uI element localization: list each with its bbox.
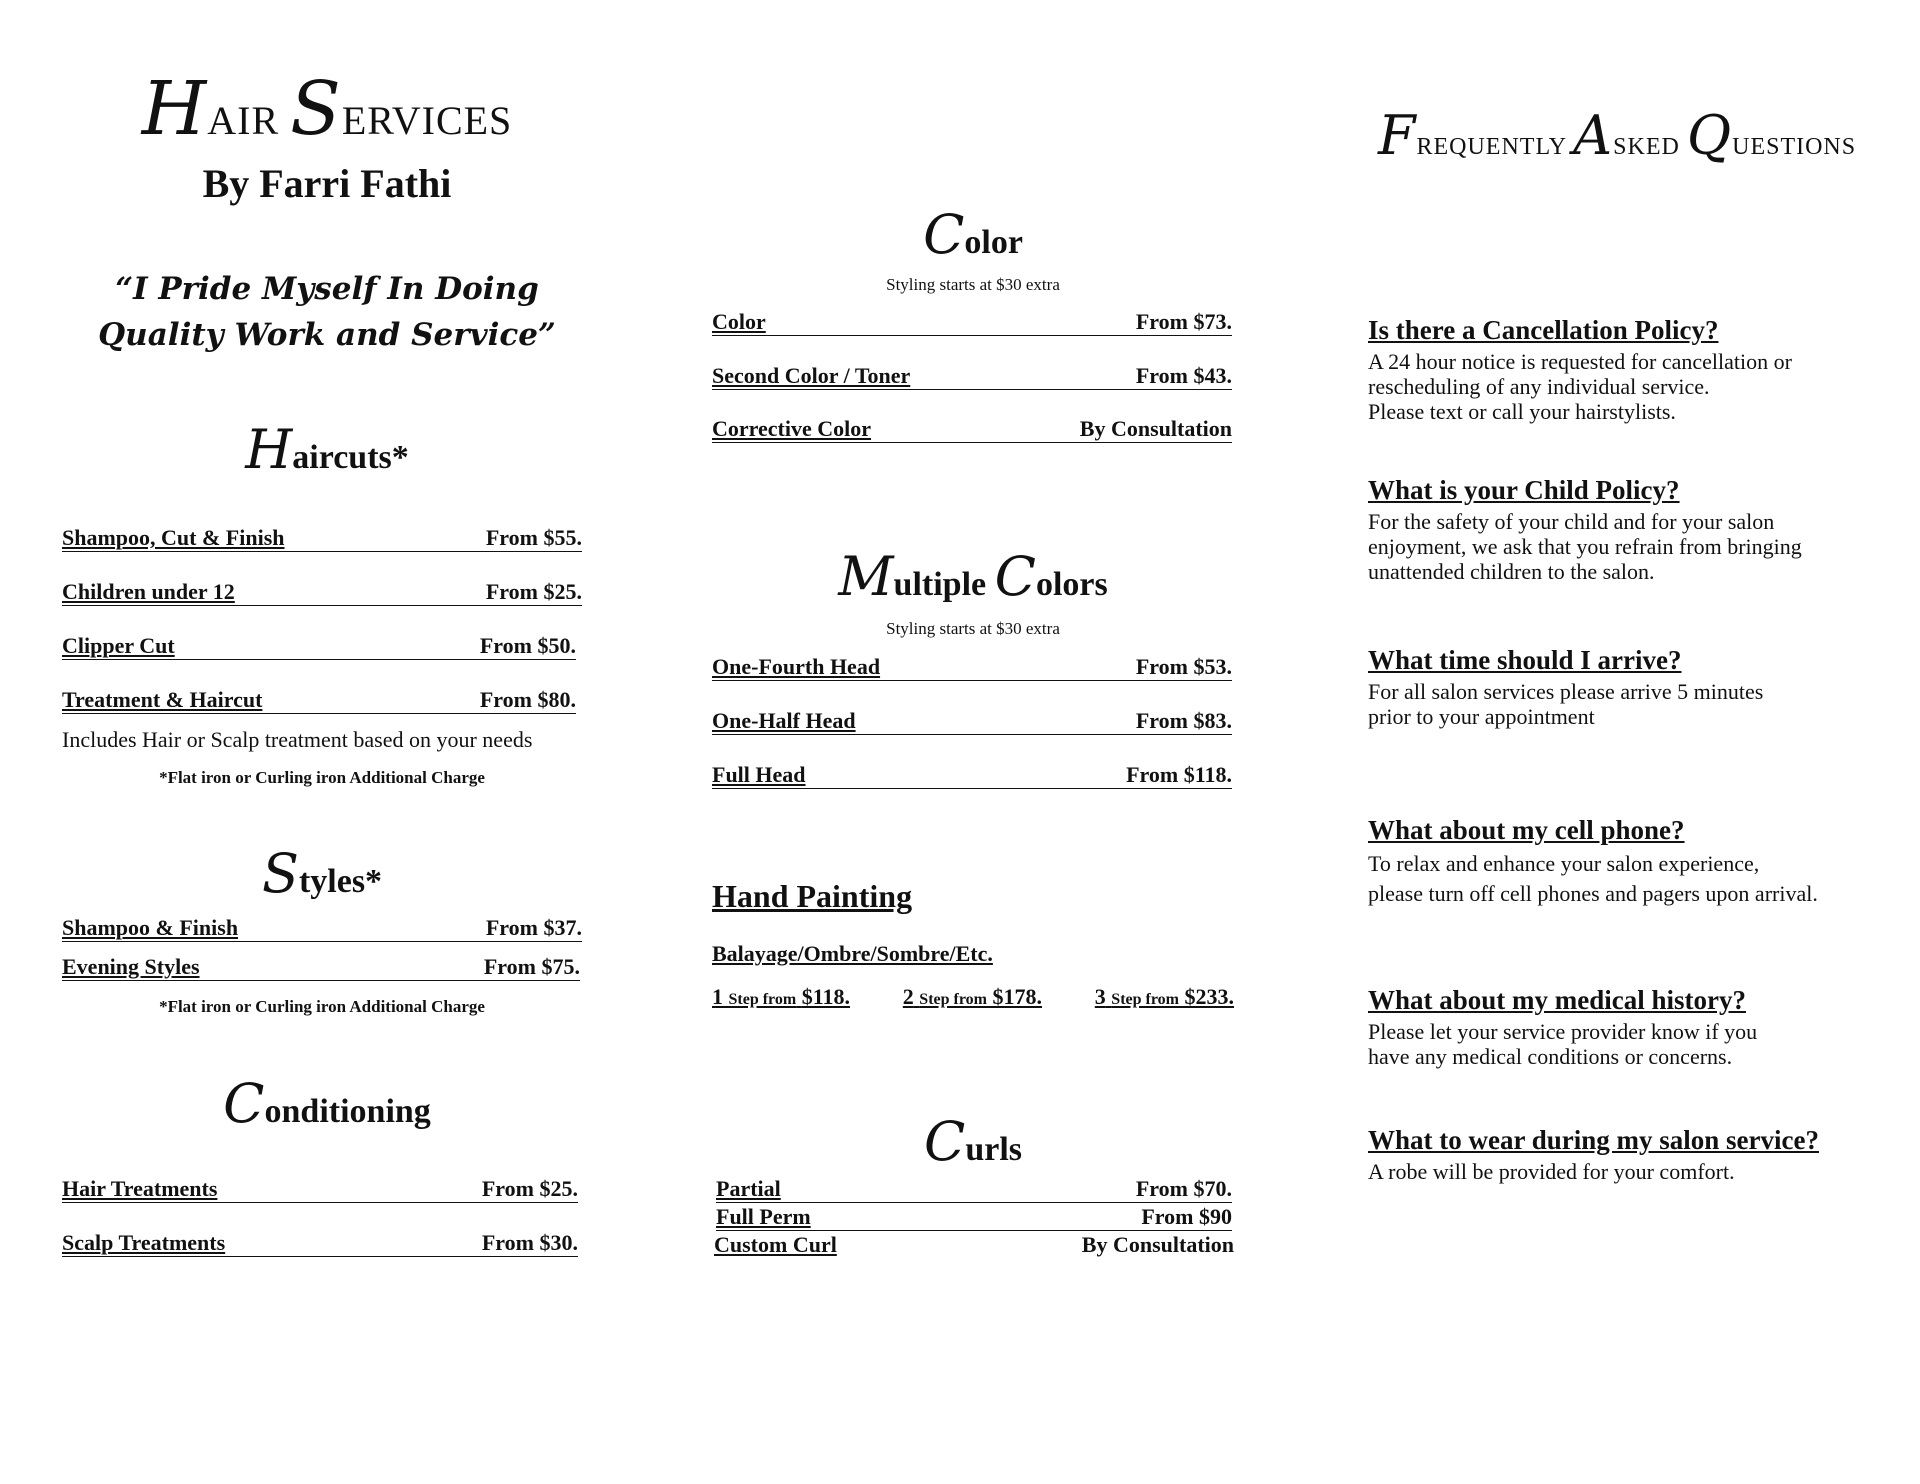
styles-title: tyles* xyxy=(298,863,383,900)
service-price: From $70. xyxy=(1135,1176,1232,1201)
faq-question: What about my cell phone? xyxy=(1368,815,1685,845)
styles-heading xyxy=(62,842,582,905)
title-word-1: AIR xyxy=(207,98,280,143)
colors-initial: C xyxy=(994,545,1036,608)
quote-line-1: “I Pride Myself In Doing xyxy=(115,271,539,307)
haircut-includes-note: Includes Hair or Scalp treatment based on your needs xyxy=(62,727,533,752)
step-label: Step from xyxy=(1111,991,1179,1008)
conditioning-initial: C xyxy=(223,1072,265,1135)
price-row xyxy=(712,416,1232,443)
step-price: $233. xyxy=(1184,984,1234,1009)
multiple-initial: M xyxy=(838,545,894,608)
service-price: From $55. xyxy=(485,525,582,550)
haircuts-initial: H xyxy=(245,418,293,481)
price-row xyxy=(712,762,1232,789)
service-name: Treatment & Haircut xyxy=(62,687,263,712)
service-name: Shampoo & Finish xyxy=(62,915,239,940)
service-name: Shampoo, Cut & Finish xyxy=(62,525,285,550)
price-row xyxy=(716,1204,1232,1231)
multiple-colors-styling-note: Styling starts at $30 extra xyxy=(886,619,1060,638)
styles-initial: S xyxy=(261,842,299,905)
title-word-2: ERVICES xyxy=(341,98,513,143)
service-price: From $25. xyxy=(485,579,582,604)
price-row xyxy=(712,363,1232,390)
step-price: $118. xyxy=(801,984,850,1009)
hand-painting-steps xyxy=(712,984,1234,1010)
faq-answer: To relax and enhance your salon experience, please turn off cell phones and pagers upon arrival. xyxy=(1368,851,1818,906)
faq-question: What to wear during my salon service? xyxy=(1368,1125,1819,1155)
price-row xyxy=(716,1176,1232,1203)
price-row xyxy=(712,309,1232,336)
faq-question: Is there a Cancellation Policy? xyxy=(1368,315,1719,345)
curls-initial: C xyxy=(923,1110,966,1173)
hand-painting-title: Hand Painting xyxy=(712,878,913,914)
faq-initial-q: Q xyxy=(1686,104,1733,167)
title-initial-h: H xyxy=(141,66,208,152)
price-row xyxy=(714,1232,1234,1258)
service-price: From $90 xyxy=(1141,1204,1232,1229)
service-price: From $25. xyxy=(481,1176,578,1201)
quote-line-2: Quality Work and Service” xyxy=(98,317,556,353)
hand-painting-subtitle: Balayage/Ombre/Sombre/Etc. xyxy=(712,941,993,966)
step-item xyxy=(712,984,850,1010)
price-row xyxy=(62,1230,578,1257)
curls-title: urls xyxy=(965,1131,1022,1168)
faq-answer: Please let your service provider know if you have any medical conditions or concerns. xyxy=(1368,1019,1758,1069)
service-price: From $43. xyxy=(1135,363,1232,388)
multiple-title: ultiple xyxy=(893,566,995,603)
service-name: Children under 12 xyxy=(62,579,235,604)
price-row xyxy=(712,654,1232,681)
faq-word-1: REQUENTLY xyxy=(1416,134,1567,160)
service-name: Full Perm xyxy=(716,1204,811,1229)
step-price: $178. xyxy=(992,984,1042,1009)
quote xyxy=(62,266,592,358)
service-price: By Consultation xyxy=(1079,416,1232,441)
multiple-colors-heading xyxy=(712,545,1234,608)
conditioning-title: onditioning xyxy=(264,1093,431,1130)
step-number: 2 xyxy=(902,984,914,1009)
color-styling-note: Styling starts at $30 extra xyxy=(886,275,1060,294)
faq-title xyxy=(1378,104,1856,167)
main-title xyxy=(62,66,592,152)
price-row xyxy=(62,525,582,552)
service-price: From $80. xyxy=(479,687,576,712)
service-price: From $118. xyxy=(1126,762,1232,787)
faq-word-3: UESTIONS xyxy=(1732,134,1857,160)
color-title: olor xyxy=(964,224,1023,261)
price-row xyxy=(62,915,582,942)
faq-answer: For the safety of your child and for your salon enjoyment, we ask that you refrain from bringing unattended children to the salon. xyxy=(1368,509,1802,584)
price-row xyxy=(62,687,576,714)
service-name: Color xyxy=(712,309,766,334)
price-row xyxy=(62,579,582,606)
haircuts-title: aircuts* xyxy=(292,439,409,476)
step-number: 3 xyxy=(1094,984,1106,1009)
faq-word-2: SKED xyxy=(1613,134,1680,160)
conditioning-heading xyxy=(62,1072,592,1135)
haircuts-heading xyxy=(62,418,592,481)
service-price: From $50. xyxy=(479,633,576,658)
title-initial-s: S xyxy=(290,66,342,152)
faq-answer: A robe will be provided for your comfort. xyxy=(1368,1159,1735,1184)
price-row xyxy=(712,708,1232,735)
service-price: From $37. xyxy=(485,915,582,940)
step-item xyxy=(903,984,1042,1010)
service-name: Second Color / Toner xyxy=(712,363,911,388)
service-price: By Consultation xyxy=(1081,1232,1234,1257)
service-name: Scalp Treatments xyxy=(62,1230,226,1255)
service-name: Evening Styles xyxy=(62,954,200,979)
faq-answer: For all salon services please arrive 5 minutes prior to your appointment xyxy=(1368,679,1764,729)
service-price: From $73. xyxy=(1135,309,1232,334)
price-row xyxy=(62,954,580,981)
service-name: Full Head xyxy=(712,762,806,787)
subtitle: By Farri Fathi xyxy=(202,161,452,206)
faq-question: What time should I arrive? xyxy=(1368,645,1682,675)
haircut-footnote: *Flat iron or Curling iron Additional Charge xyxy=(159,768,485,787)
service-name: One-Half Head xyxy=(712,708,856,733)
service-name: Corrective Color xyxy=(712,416,872,441)
colors-title: olors xyxy=(1035,566,1108,603)
faq-initial-a: A xyxy=(1573,104,1614,167)
step-item xyxy=(1095,984,1234,1010)
step-label: Step from xyxy=(919,991,987,1008)
faq-initial-f: F xyxy=(1378,104,1417,167)
service-name: Hair Treatments xyxy=(62,1176,218,1201)
faq-answer: A 24 hour notice is requested for cancellation or rescheduling of any individual service. Please text or call your hairstylists. xyxy=(1368,349,1792,424)
step-number: 1 xyxy=(712,984,723,1009)
faq-question: What is your Child Policy? xyxy=(1368,475,1680,505)
styles-footnote: *Flat iron or Curling iron Additional Charge xyxy=(159,997,485,1016)
curls-heading xyxy=(712,1110,1234,1173)
step-label: Step from xyxy=(728,991,797,1008)
service-name: One-Fourth Head xyxy=(712,654,881,679)
service-price: From $75. xyxy=(483,954,580,979)
service-name: Clipper Cut xyxy=(62,633,175,658)
color-heading xyxy=(712,203,1234,266)
service-price: From $30. xyxy=(481,1230,578,1255)
price-row xyxy=(62,633,576,660)
price-row xyxy=(62,1176,578,1203)
service-price: From $83. xyxy=(1135,708,1232,733)
service-name: Partial xyxy=(716,1176,781,1201)
service-price: From $53. xyxy=(1135,654,1232,679)
color-initial: C xyxy=(923,203,965,266)
faq-question: What about my medical history? xyxy=(1368,985,1746,1015)
service-name: Custom Curl xyxy=(714,1232,837,1257)
